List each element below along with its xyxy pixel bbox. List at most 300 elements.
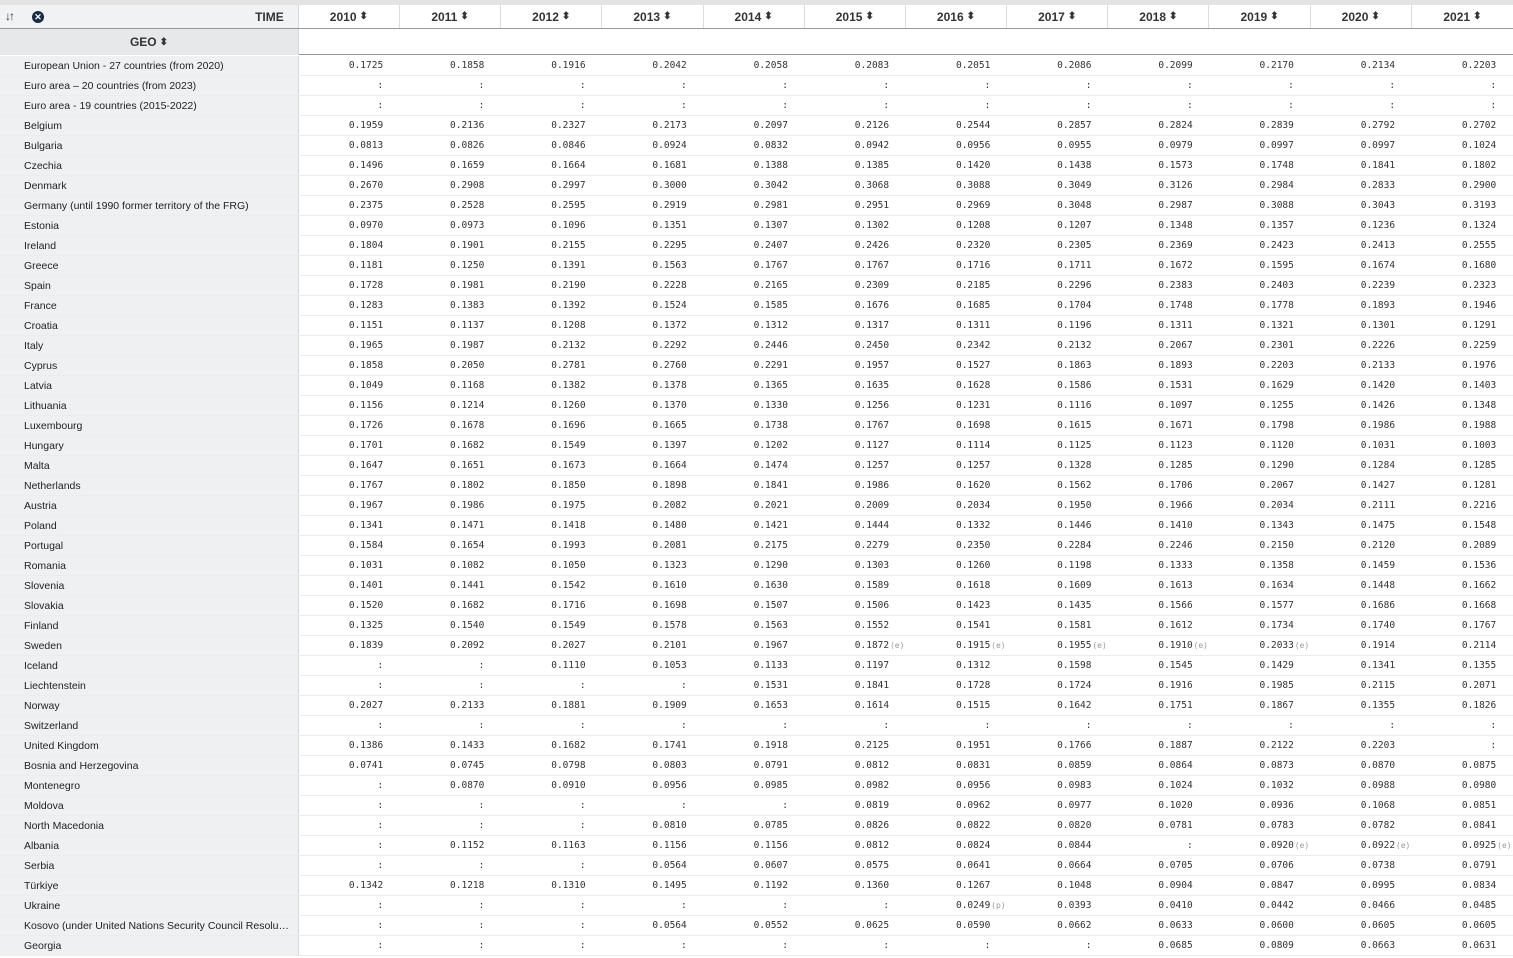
value-cell: [704, 496, 805, 515]
geo-row-label[interactable]: Finland: [0, 616, 299, 635]
value-cell: [1007, 256, 1108, 275]
value-cell: [400, 456, 501, 475]
geo-row-label[interactable]: Lithuania: [0, 396, 299, 415]
value-cell: [299, 376, 400, 395]
value-cell: [1007, 356, 1108, 375]
value-cell: [1311, 336, 1412, 355]
sort-arrows-icon[interactable]: ⬍: [663, 11, 672, 22]
table-row: [0, 536, 1513, 556]
value-number: 0.0922: [1360, 840, 1396, 851]
value-number: 0.2323: [1461, 280, 1497, 291]
value-number: 0.1642: [1057, 700, 1092, 711]
value-number: 0.1748: [1158, 300, 1193, 311]
value-cell: [1210, 96, 1311, 115]
value-number: 0.1284: [1360, 460, 1396, 471]
value-number: 0.1664: [551, 160, 586, 171]
geo-row-label[interactable]: Cyprus: [0, 356, 299, 375]
value-number: 0.0820: [1057, 820, 1092, 831]
year-header-2019[interactable]: [1209, 5, 1310, 28]
value-number: 0.0590: [955, 920, 991, 931]
geo-row-label[interactable]: Ireland: [0, 236, 299, 255]
value-number: 0.1527: [955, 360, 991, 371]
table-row: [0, 576, 1513, 596]
value-number: 0.1531: [1158, 380, 1193, 391]
year-header-2021[interactable]: [1412, 5, 1513, 28]
value-cell: [906, 336, 1007, 355]
value-cell: [1210, 396, 1311, 415]
geo-row-label[interactable]: Denmark: [0, 176, 299, 195]
value-number: 0.1985: [1259, 680, 1294, 691]
value-number: 0.1767: [1461, 620, 1497, 631]
value-number: 0.1446: [1057, 520, 1092, 531]
sort-arrows-icon[interactable]: ⬍: [1067, 11, 1077, 22]
value-number: 0.0741: [348, 760, 384, 771]
value-number: 0.1681: [652, 160, 687, 171]
value-cell: [1412, 736, 1513, 755]
value-cell: [400, 856, 501, 875]
geo-row-label[interactable]: Bulgaria: [0, 136, 299, 155]
value-number: 0.2111: [1360, 500, 1396, 511]
sort-arrows-icon[interactable]: ⬍: [1473, 11, 1482, 22]
value-number: 0.0605: [1360, 920, 1396, 931]
value-number: 0.1651: [450, 460, 485, 471]
year-header-2011[interactable]: [400, 5, 501, 28]
table-row: [0, 236, 1513, 256]
year-header-2010[interactable]: [299, 5, 400, 28]
value-cell: [1210, 356, 1311, 375]
value-cell: [1109, 836, 1210, 855]
value-number: 0.1301: [1360, 320, 1396, 331]
value-cell: [1007, 196, 1108, 215]
value-number: 0.0393: [1057, 900, 1092, 911]
year-header-2016[interactable]: [906, 5, 1007, 28]
geo-row-label[interactable]: Moldova: [0, 796, 299, 815]
geo-row-label[interactable]: Slovenia: [0, 576, 299, 595]
geo-row-label[interactable]: Austria: [0, 496, 299, 515]
value-number: :: [1389, 100, 1396, 111]
year-header-2015[interactable]: [805, 5, 906, 28]
table-row: [0, 516, 1513, 536]
value-cell: [603, 916, 704, 935]
value-cell: [805, 476, 906, 495]
geo-row-label[interactable]: Czechia: [0, 156, 299, 175]
value-number: :: [1288, 100, 1294, 111]
value-cell: [299, 176, 400, 195]
value-number: 0.1751: [1158, 700, 1193, 711]
value-number: 0.3043: [1360, 200, 1396, 211]
value-cell: [501, 836, 602, 855]
value-number: 0.1584: [348, 540, 384, 551]
geo-dimension-header[interactable]: [0, 29, 299, 55]
value-cell: [1007, 436, 1108, 455]
value-cell: [1311, 856, 1412, 875]
geo-row-label[interactable]: Poland: [0, 516, 299, 535]
geo-row-label[interactable]: Euro area – 20 countries (from 2023): [0, 76, 299, 95]
value-number: 0.0662: [1057, 920, 1092, 931]
geo-row-label[interactable]: United Kingdom: [0, 736, 299, 755]
value-cell: [906, 856, 1007, 875]
value-cell: [1210, 216, 1311, 235]
value-cell: [1109, 696, 1210, 715]
value-number: 0.1951: [955, 740, 991, 751]
value-number: :: [1186, 100, 1193, 111]
value-number: 0.2702: [1461, 120, 1497, 131]
sort-arrows-icon[interactable]: ⬍: [1371, 11, 1380, 22]
value-cell: [603, 236, 704, 255]
value-number: 0.1531: [753, 680, 788, 691]
value-number: 0.1986: [1360, 420, 1396, 431]
sort-arrows-icon[interactable]: ⬍: [359, 11, 368, 22]
value-cell: [501, 796, 602, 815]
value-cell: [1311, 376, 1412, 395]
geo-row-label[interactable]: Switzerland: [0, 716, 299, 735]
value-cell: [1007, 216, 1108, 235]
value-cell: [1007, 776, 1108, 795]
value-number: 0.1778: [1259, 300, 1294, 311]
value-cell: [906, 516, 1007, 535]
value-number: 0.1704: [1057, 300, 1092, 311]
value-cell: [1210, 536, 1311, 555]
value-number: :: [681, 100, 687, 111]
geo-row-label[interactable]: Kosovo (under United Nations Security Council Resolu…: [0, 916, 299, 935]
geo-row-label[interactable]: Germany (until 1990 former territory of the FRG): [0, 196, 299, 215]
value-cell: [603, 776, 704, 795]
geo-row-label[interactable]: Liechtenstein: [0, 676, 299, 695]
geo-row-label[interactable]: Georgia: [0, 936, 299, 955]
geo-row-label[interactable]: Serbia: [0, 856, 299, 875]
year-header-2017[interactable]: [1007, 5, 1108, 28]
value-number: 0.2544: [955, 120, 991, 131]
value-flag: (p): [991, 901, 1006, 910]
geo-row-label[interactable]: Italy: [0, 336, 299, 355]
sort-arrows-icon[interactable]: ⬍: [865, 11, 874, 22]
geo-row-label[interactable]: Spain: [0, 276, 299, 295]
value-number: 0.1423: [955, 600, 991, 611]
geo-row-label[interactable]: Croatia: [0, 316, 299, 335]
value-cell: [400, 256, 501, 275]
value-number: :: [1186, 720, 1193, 731]
value-number: 0.2050: [450, 360, 485, 371]
value-number: 0.2115: [1360, 680, 1396, 691]
geo-row-label[interactable]: Montenegro: [0, 776, 299, 795]
value-cell: [299, 236, 400, 255]
geo-row-label[interactable]: Netherlands: [0, 476, 299, 495]
value-number: 0.2450: [854, 340, 890, 351]
table-row: [0, 176, 1513, 196]
value-cell: [299, 56, 400, 75]
value-cell: [603, 496, 704, 515]
geo-row-label[interactable]: Belgium: [0, 116, 299, 135]
value-cell: [1109, 916, 1210, 935]
value-cell: [1412, 276, 1513, 295]
value-number: 0.1802: [450, 480, 485, 491]
value-number: :: [377, 660, 384, 671]
value-cell: [1109, 616, 1210, 635]
value-cell: [1210, 556, 1311, 575]
value-number: 0.2133: [1360, 360, 1396, 371]
value-cell: [1109, 456, 1210, 475]
value-cell: [603, 696, 704, 715]
geo-row-label[interactable]: Norway: [0, 696, 299, 715]
value-number: 0.2320: [955, 240, 991, 251]
value-cell: [704, 736, 805, 755]
value-number: 0.1049: [348, 380, 384, 391]
value-cell: [1109, 396, 1210, 415]
value-cell: [400, 436, 501, 455]
value-cell: [603, 836, 704, 855]
value-number: 0.1620: [955, 480, 991, 491]
value-number: 0.1898: [652, 480, 687, 491]
value-cell: [1109, 476, 1210, 495]
value-number: :: [681, 900, 687, 911]
geo-row-label[interactable]: Euro area - 19 countries (2015-2022): [0, 96, 299, 115]
value-cell: [299, 796, 400, 815]
value-number: 0.1332: [955, 520, 991, 531]
value-number: 0.0873: [1259, 760, 1294, 771]
sort-arrows-icon[interactable]: ⬍: [966, 11, 976, 22]
value-cell: [299, 416, 400, 435]
value-cell: [1412, 156, 1513, 175]
value-number: 0.1386: [348, 740, 384, 751]
value-cell: [1210, 276, 1311, 295]
value-cell: [400, 796, 501, 815]
geo-row-label[interactable]: Estonia: [0, 216, 299, 235]
value-cell: [1109, 556, 1210, 575]
value-number: :: [478, 900, 485, 911]
table-row: [0, 616, 1513, 636]
value-number: :: [782, 100, 788, 111]
value-number: 0.0973: [450, 220, 485, 231]
geo-row-label[interactable]: Sweden: [0, 636, 299, 655]
value-number: 0.0824: [955, 840, 991, 851]
sort-arrows-icon[interactable]: ⬍: [1270, 11, 1279, 22]
value-cell: [1412, 256, 1513, 275]
geo-row-label[interactable]: Bosnia and Herzegovina: [0, 756, 299, 775]
value-number: 0.1097: [1158, 400, 1193, 411]
value-number: 0.1120: [1259, 440, 1294, 451]
value-number: 0.1629: [1259, 380, 1294, 391]
value-number: 0.1665: [652, 420, 687, 431]
geo-row-label[interactable]: Slovakia: [0, 596, 299, 615]
value-number: :: [782, 900, 788, 911]
value-number: 0.2203: [1259, 360, 1294, 371]
geo-row-label[interactable]: Greece: [0, 256, 299, 275]
value-cell: [1311, 236, 1412, 255]
value-number: 0.2042: [652, 60, 687, 71]
value-number: :: [377, 780, 384, 791]
value-cell: [299, 156, 400, 175]
value-cell: [603, 176, 704, 195]
value-number: 0.2173: [652, 120, 687, 131]
table-row: [0, 276, 1513, 296]
value-number: 0.0831: [955, 760, 991, 771]
value-cell: [906, 156, 1007, 175]
year-header-2014[interactable]: [704, 5, 805, 28]
value-cell: [1412, 336, 1513, 355]
value-cell: [501, 496, 602, 515]
value-cell: [299, 616, 400, 635]
value-cell: [805, 736, 906, 755]
value-number: 0.1966: [1158, 500, 1193, 511]
value-cell: [299, 736, 400, 755]
geo-row-label[interactable]: North Macedonia: [0, 816, 299, 835]
value-cell: [704, 116, 805, 135]
value-cell: [1412, 856, 1513, 875]
value-number: :: [1288, 80, 1294, 91]
value-number: 0.0859: [1057, 760, 1092, 771]
geo-row-label[interactable]: Ukraine: [0, 896, 299, 915]
value-number: 0.1682: [450, 440, 485, 451]
value-number: :: [1389, 720, 1396, 731]
value-cell: [1007, 296, 1108, 315]
value-cell: [1007, 556, 1108, 575]
value-number: 0.0920: [1259, 840, 1294, 851]
value-cell: [704, 916, 805, 935]
value-number: 0.0851: [1461, 800, 1497, 811]
value-cell: [1412, 196, 1513, 215]
value-cell: [805, 716, 906, 735]
geo-row-label[interactable]: European Union - 27 countries (from 2020): [0, 56, 299, 75]
geo-row-label[interactable]: Latvia: [0, 376, 299, 395]
value-number: 0.1573: [1158, 160, 1193, 171]
value-number: 0.1841: [854, 680, 890, 691]
value-cell: [704, 516, 805, 535]
year-header-2020[interactable]: [1311, 5, 1412, 28]
value-number: 0.1975: [551, 500, 586, 511]
value-cell: [1412, 236, 1513, 255]
value-cell: [805, 416, 906, 435]
geo-row-label[interactable]: Portugal: [0, 536, 299, 555]
value-cell: [1210, 576, 1311, 595]
value-cell: [1311, 356, 1412, 375]
value-number: :: [377, 900, 384, 911]
year-header-2012[interactable]: [501, 5, 602, 28]
value-number: 0.2165: [753, 280, 788, 291]
time-header-row: [0, 5, 1513, 29]
value-number: 0.1257: [955, 460, 991, 471]
value-cell: [603, 896, 704, 915]
value-cell: [400, 496, 501, 515]
value-cell: [501, 76, 602, 95]
table-row: [0, 596, 1513, 616]
value-number: 0.1333: [1158, 560, 1193, 571]
value-number: 0.2027: [348, 700, 384, 711]
value-cell: [603, 436, 704, 455]
value-number: 0.1207: [1057, 220, 1092, 231]
geo-row-label[interactable]: Iceland: [0, 656, 299, 675]
year-label: 2021: [1443, 9, 1471, 24]
value-cell: [906, 356, 1007, 375]
sort-icon[interactable]: ↓↑: [5, 9, 13, 23]
value-cell: [1109, 316, 1210, 335]
value-number: :: [782, 940, 788, 951]
value-number: 0.1589: [854, 580, 890, 591]
value-cell: [501, 556, 602, 575]
value-number: 0.1682: [551, 740, 586, 751]
value-number: 0.1957: [854, 360, 890, 371]
value-cell: [1109, 216, 1210, 235]
table-row: [0, 456, 1513, 476]
geo-row-label[interactable]: Hungary: [0, 436, 299, 455]
sort-arrows-icon[interactable]: ⬍: [460, 11, 469, 22]
value-cell: [1311, 296, 1412, 315]
geo-row-label[interactable]: Malta: [0, 456, 299, 475]
value-cell: [1007, 496, 1108, 515]
value-number: 0.1915: [955, 640, 991, 651]
geo-row-label[interactable]: Türkiye: [0, 876, 299, 895]
value-number: 0.2071: [1461, 680, 1497, 691]
value-cell: [501, 236, 602, 255]
value-number: 0.1397: [652, 440, 687, 451]
year-label: 2015: [835, 9, 863, 24]
table-row: [0, 816, 1513, 836]
value-cell: [1109, 196, 1210, 215]
value-cell: [1007, 96, 1108, 115]
table-row: [0, 736, 1513, 756]
value-number: 0.2951: [854, 200, 890, 211]
value-cell: [299, 656, 400, 675]
geo-row-label[interactable]: Albania: [0, 836, 299, 855]
value-cell: [704, 936, 805, 955]
value-cell: [299, 256, 400, 275]
year-header-2018[interactable]: [1108, 5, 1209, 28]
sort-arrows-icon[interactable]: ⬍: [561, 11, 571, 22]
value-number: 0.1260: [955, 560, 991, 571]
value-cell: [1007, 736, 1108, 755]
value-number: :: [478, 660, 485, 671]
sort-arrows-icon[interactable]: ⬍: [764, 11, 773, 22]
value-cell: [603, 356, 704, 375]
value-number: 0.1562: [1057, 480, 1092, 491]
value-number: 0.1156: [348, 400, 384, 411]
value-cell: [805, 256, 906, 275]
value-cell: [400, 836, 501, 855]
value-number: 0.1566: [1158, 600, 1193, 611]
table-row: [0, 356, 1513, 376]
geo-row-label[interactable]: Romania: [0, 556, 299, 575]
value-number: 0.2092: [450, 640, 485, 651]
value-cell: [299, 476, 400, 495]
value-number: 0.1959: [348, 120, 384, 131]
value-number: 0.1524: [652, 300, 687, 311]
table-row: [0, 116, 1513, 136]
value-number: 0.3068: [854, 180, 890, 191]
value-number: :: [377, 860, 384, 871]
value-cell: [906, 476, 1007, 495]
clear-filter-icon[interactable]: ✕: [32, 11, 44, 23]
value-number: 0.0864: [1158, 760, 1193, 771]
value-flag: (e): [1092, 641, 1107, 650]
value-number: :: [478, 80, 485, 91]
value-cell: [1109, 296, 1210, 315]
geo-row-label[interactable]: France: [0, 296, 299, 315]
value-cell: [1210, 196, 1311, 215]
sort-arrows-icon[interactable]: ⬍: [1169, 11, 1178, 22]
value-number: 0.1068: [1360, 800, 1396, 811]
value-cell: [906, 816, 1007, 835]
year-header-2013[interactable]: [602, 5, 703, 28]
value-cell: [1311, 436, 1412, 455]
sort-arrows-icon[interactable]: ⬍: [159, 36, 169, 48]
value-cell: [906, 536, 1007, 555]
geo-row-label[interactable]: Luxembourg: [0, 416, 299, 435]
value-number: 0.0936: [1259, 800, 1294, 811]
value-number: 0.2216: [1461, 500, 1497, 511]
value-cell: [1311, 896, 1412, 915]
value-cell: [400, 576, 501, 595]
value-cell: [501, 276, 602, 295]
value-cell: [704, 156, 805, 175]
